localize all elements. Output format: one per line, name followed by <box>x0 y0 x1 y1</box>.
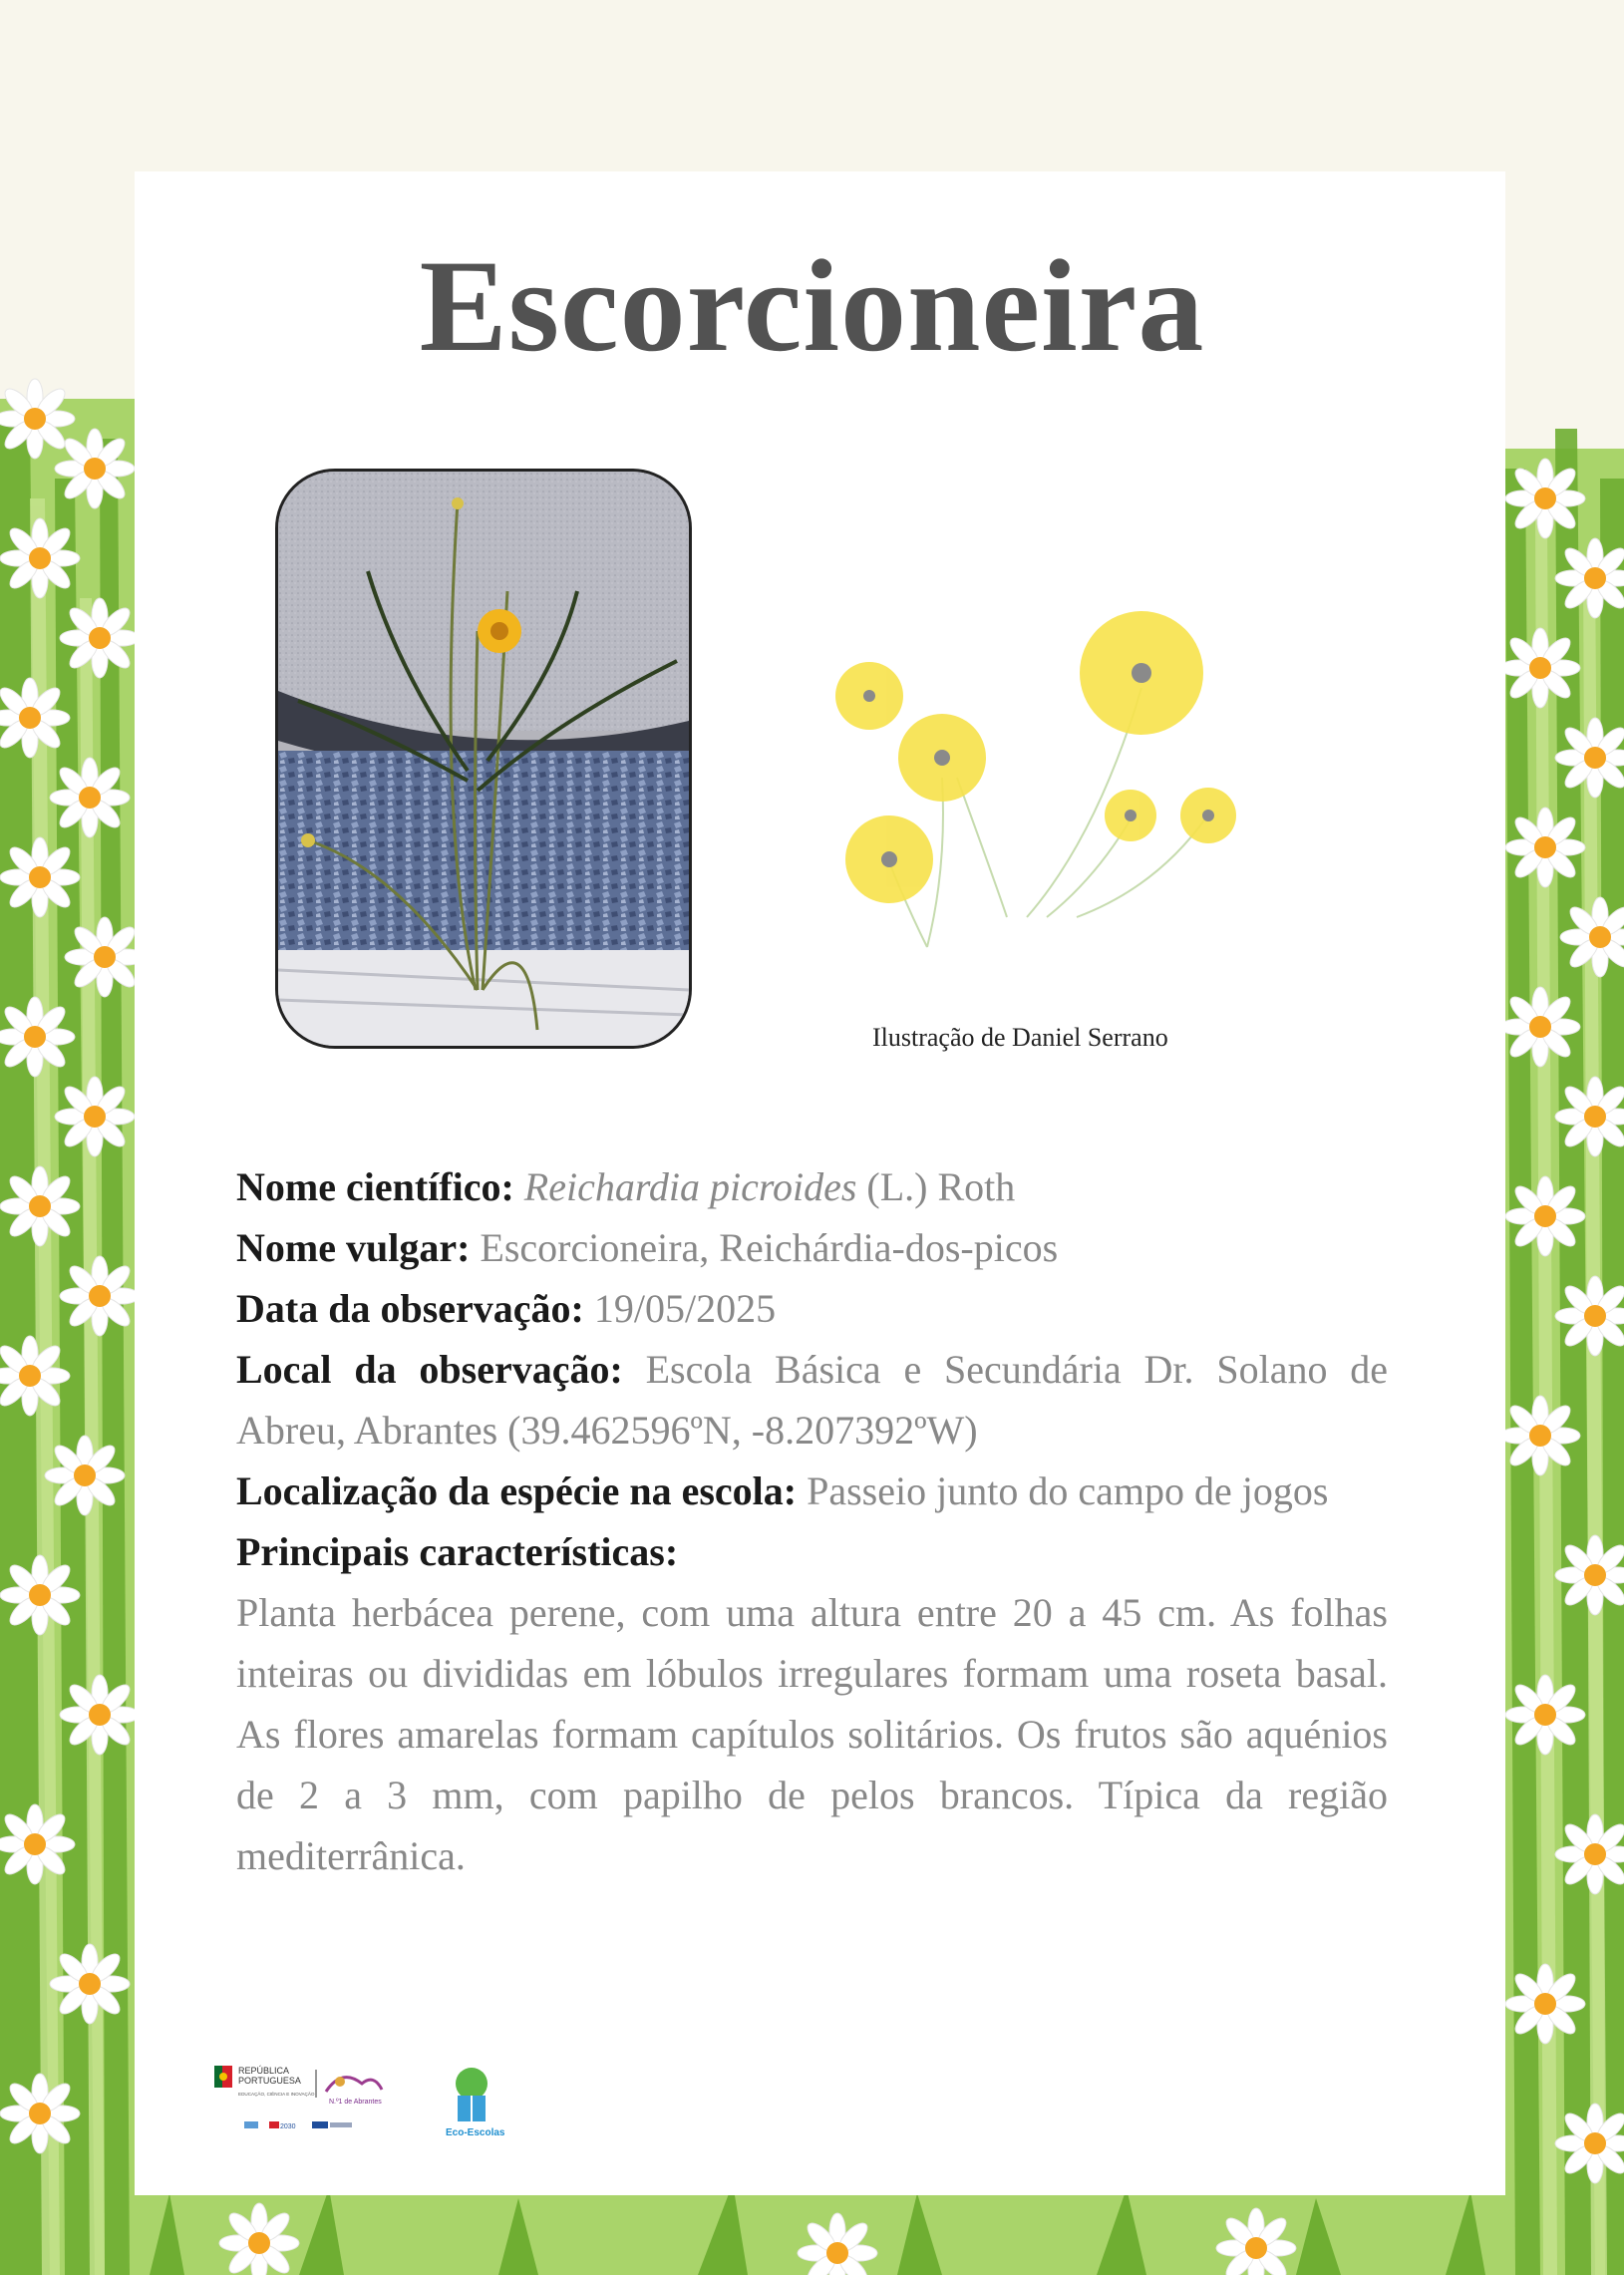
prr-label: 2030 <box>280 2123 296 2130</box>
common-name-value: Escorcioneira, Reichárdia-dos-picos <box>470 1225 1059 1270</box>
agrupamento-name: N.º1 de Abrantes <box>329 2099 382 2106</box>
observation-date-value: 19/05/2025 <box>583 1286 777 1331</box>
agrupamento-icon <box>326 2078 382 2092</box>
yellow-flowers-illustration-icon <box>798 588 1266 987</box>
republica-line1: REPÚBLICA <box>238 2066 290 2076</box>
characteristics-text: Planta herbácea perene, com uma altura entre 20 a 45 cm. As folhas inteiras ou divididas em lóbulos irregulares formam uma roseta basal. As flores amarelas formam capítulos solitários. Os frutos são aquénios de 2 a 3 mm, com papilho de pelos brancos. Típica da região mediterrânica. <box>236 1590 1388 1878</box>
common-name-row <box>236 1217 1388 1278</box>
footer-logos <box>214 2062 513 2171</box>
characteristics-heading-row <box>236 1521 1388 1582</box>
republica-sub: EDUCAÇÃO, CIÊNCIA E INOVAÇÃO <box>238 2092 315 2097</box>
observation-place-label: Local da observação: <box>236 1347 623 1392</box>
illustration-credit: Ilustração de Daniel Serrano <box>872 1023 1168 1052</box>
species-info <box>236 1156 1388 1886</box>
scientific-name-label: Nome científico: <box>236 1164 514 1209</box>
eu-flag-icon <box>312 2121 328 2128</box>
scientific-name-row <box>236 1156 1388 1217</box>
page-title: Escorcioneira <box>419 232 1205 379</box>
flower-illustration <box>798 588 1266 987</box>
observation-place-value: Escola Básica e Secundária Dr. Solano de Abreu, Abrantes (39.462596ºN, -8.207392ºW) <box>236 1347 1389 1453</box>
logos-graphic <box>214 2062 513 2171</box>
observation-date-label: Data da observação: <box>236 1286 584 1331</box>
plant-photo-icon <box>278 472 689 1046</box>
eco-escolas-label: Eco-Escolas <box>446 2127 505 2138</box>
republica-line2: PORTUGUESA <box>238 2076 301 2086</box>
scientific-name-value: Reichardia picroides <box>523 1164 857 1209</box>
characteristics-label: Principais características: <box>236 1529 679 1574</box>
eco-escolas-icon <box>456 2068 487 2121</box>
common-name-label: Nome vulgar: <box>236 1225 471 1270</box>
observation-place-row <box>236 1339 1388 1461</box>
school-location-row <box>236 1461 1388 1521</box>
school-location-value: Passeio junto do campo de jogos <box>797 1468 1329 1513</box>
school-location-label: Localização da espécie na escola: <box>236 1468 798 1513</box>
scientific-name-authority: (L.) Roth <box>856 1164 1016 1209</box>
plant-photo <box>275 469 692 1049</box>
observation-date-row <box>236 1278 1388 1339</box>
